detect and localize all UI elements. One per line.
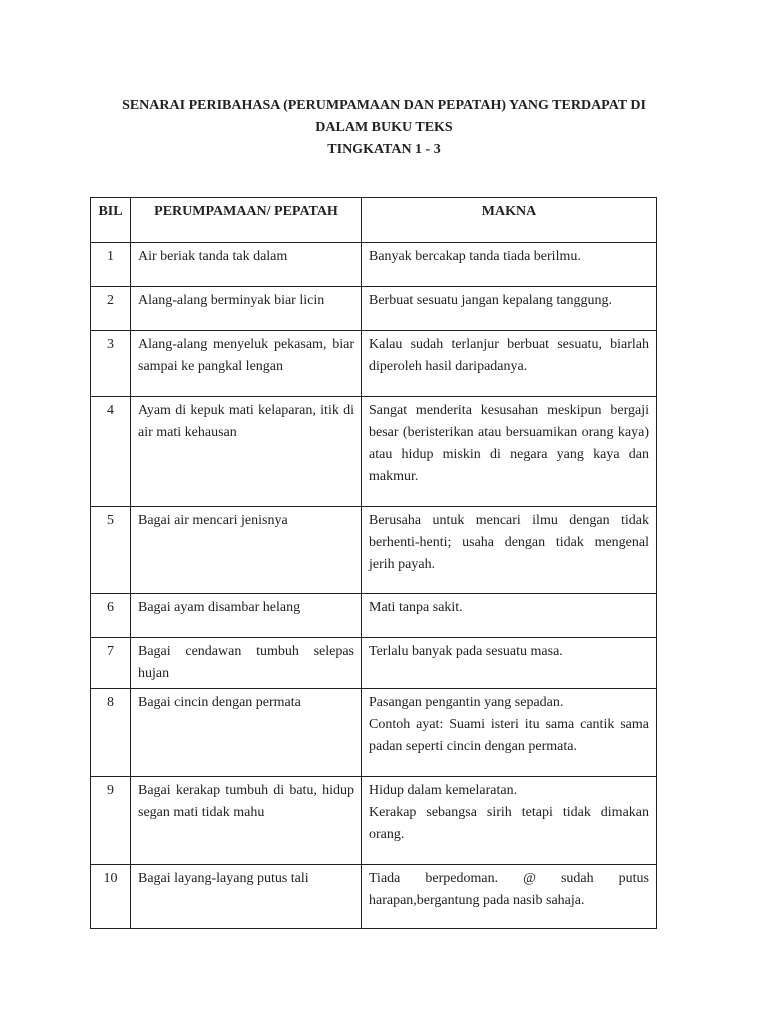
row-makna	[362, 331, 657, 397]
peribahasa-table	[90, 197, 657, 929]
row-peribahasa: Bagai ayam disambar helang	[131, 594, 362, 638]
row-peribahasa: Bagai air mencari jenisnya	[131, 507, 362, 594]
makna-line: Mati tanpa sakit.	[369, 600, 463, 615]
header-peribahasa-line-1: PERUMPAMAAN/	[154, 204, 271, 219]
table-row	[91, 689, 657, 777]
row-bil: 5	[91, 507, 131, 594]
title-line-1: SENARAI PERIBAHASA (PERUMPAMAAN DAN PEPATAH) YANG TERDAPAT DI	[122, 98, 646, 113]
makna-line: Banyak bercakap tanda tiada berilmu.	[369, 249, 581, 264]
row-peribahasa: Ayam di kepuk mati kelaparan, itik di air mati kehausan	[131, 397, 362, 507]
header-bil: BIL	[91, 198, 131, 243]
makna-line: Pasangan pengantin yang sepadan.	[369, 695, 564, 710]
makna-line: Berbuat sesuatu jangan kepalang tanggung.	[369, 293, 612, 308]
table-row	[91, 331, 657, 397]
row-makna	[362, 287, 657, 331]
row-peribahasa: Bagai cendawan tumbuh selepas hujan	[131, 638, 362, 689]
table-row	[91, 638, 657, 689]
makna-line: Tiada berpedoman. @ sudah putus harapan,bergantung pada nasib sahaja.	[369, 871, 649, 908]
row-makna	[362, 594, 657, 638]
row-bil: 10	[91, 865, 131, 929]
makna-line: Hidup dalam kemelaratan.	[369, 783, 518, 798]
table-row	[91, 594, 657, 638]
row-peribahasa: Bagai kerakap tumbuh di batu, hidup segan mati tidak mahu	[131, 777, 362, 865]
row-peribahasa: Bagai layang-layang putus tali	[131, 865, 362, 929]
row-bil: 8	[91, 689, 131, 777]
table-row	[91, 243, 657, 287]
table-row	[91, 865, 657, 929]
header-makna: MAKNA	[362, 198, 657, 243]
row-makna	[362, 397, 657, 507]
row-makna	[362, 777, 657, 865]
table-header-row	[91, 198, 657, 243]
table-row	[91, 777, 657, 865]
row-peribahasa: Air beriak tanda tak dalam	[131, 243, 362, 287]
makna-line: Terlalu banyak pada sesuatu masa.	[369, 644, 563, 659]
title-line-3: TINGKATAN 1 - 3	[327, 142, 441, 157]
document-title	[60, 95, 708, 161]
table-row	[91, 287, 657, 331]
row-peribahasa: Alang-alang berminyak biar licin	[131, 287, 362, 331]
row-makna	[362, 243, 657, 287]
header-peribahasa	[131, 198, 362, 243]
row-bil: 2	[91, 287, 131, 331]
row-makna	[362, 638, 657, 689]
title-line-2: DALAM BUKU TEKS	[315, 120, 453, 135]
makna-line: Kerakap sebangsa sirih tetapi tidak dimakan orang.	[369, 805, 649, 842]
row-peribahasa: Alang-alang menyeluk pekasam, biar sampai ke pangkal lengan	[131, 331, 362, 397]
header-peribahasa-line-2: PEPATAH	[274, 204, 338, 219]
row-peribahasa: Bagai cincin dengan permata	[131, 689, 362, 777]
table-row	[91, 507, 657, 594]
row-bil: 9	[91, 777, 131, 865]
row-makna	[362, 689, 657, 777]
makna-line: Sangat menderita kesusahan meskipun bergaji besar (beristerikan atau bersuamikan orang kaya) atau hidup miskin di negara yang kaya dan makmur.	[369, 403, 649, 484]
makna-line: Berusaha untuk mencari ilmu dengan tidak berhenti-henti; usaha dengan tidak mengenal jerih payah.	[369, 513, 649, 572]
row-bil: 3	[91, 331, 131, 397]
row-bil: 1	[91, 243, 131, 287]
row-makna	[362, 865, 657, 929]
row-makna	[362, 507, 657, 594]
row-bil: 4	[91, 397, 131, 507]
row-bil: 7	[91, 638, 131, 689]
row-bil: 6	[91, 594, 131, 638]
makna-line: Kalau sudah terlanjur berbuat sesuatu, biarlah diperoleh hasil daripadanya.	[369, 337, 649, 374]
makna-line: Contoh ayat: Suami isteri itu sama cantik sama padan seperti cincin dengan permata.	[369, 717, 649, 754]
table-row	[91, 397, 657, 507]
